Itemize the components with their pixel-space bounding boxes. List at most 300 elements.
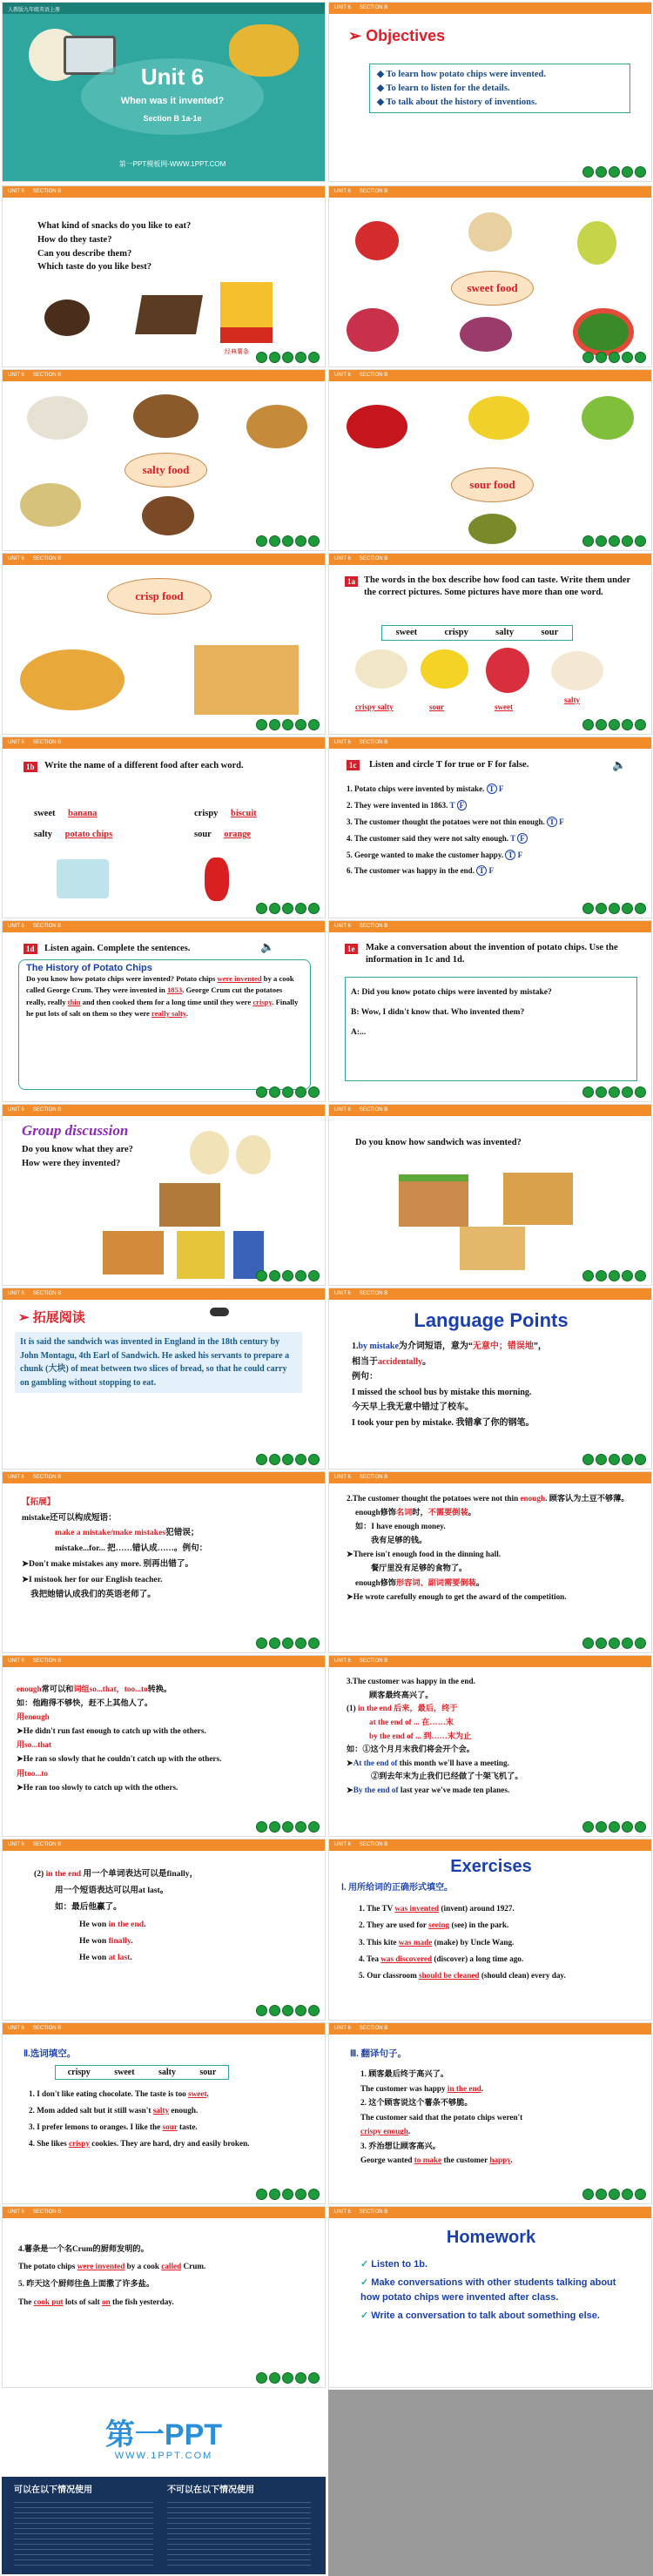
- text-span: 2.The customer thought the potatoes were not thin: [347, 1494, 519, 1503]
- point-line: He won in the end.: [79, 1919, 146, 1929]
- exercise-list: [359, 1900, 646, 1985]
- keyword: By the end of: [353, 1786, 399, 1795]
- translation-line: [18, 2257, 319, 2275]
- answer-text: on: [101, 2297, 111, 2306]
- text-span: the customer: [443, 2156, 488, 2165]
- slide-reading: [2, 1288, 326, 1470]
- unit-subtitle: When was it invented?: [120, 96, 225, 106]
- section-tag: SECTION B: [32, 924, 62, 929]
- row: [34, 828, 112, 842]
- word-box: [55, 2065, 229, 2080]
- keyword: 需要倒装: [444, 1577, 476, 1587]
- section-tag: SECTION B: [32, 1107, 62, 1113]
- slide-bar: [3, 1105, 325, 1116]
- objective-text: To talk about the history of inventions.: [386, 97, 537, 107]
- word: sour: [541, 628, 559, 637]
- unit-tag: UNIT 6: [334, 189, 351, 194]
- answer-text: were invented: [77, 2262, 125, 2271]
- group-questions: [22, 1143, 133, 1171]
- crisp-food-oval: crisp food: [107, 578, 212, 615]
- section-tag: SECTION B: [359, 924, 388, 929]
- word: salty: [158, 2068, 176, 2077]
- section-tag: SECTION B: [32, 740, 62, 745]
- section-tag: SECTION B: [32, 1658, 62, 1664]
- point-line: 如：I have enough money.: [355, 1522, 446, 1531]
- slide-bar: [3, 921, 325, 932]
- point-line: ➤At the end of this month we'll have a meeting.: [347, 1758, 509, 1767]
- question-line: Do you know what they are?: [22, 1145, 133, 1154]
- point-line: [347, 1491, 643, 1505]
- exercise-item: [359, 1967, 646, 1984]
- slide-bar: [329, 2023, 651, 2035]
- point-line: ➤He didn't run fast enough to catch up with the others.: [17, 1726, 206, 1736]
- text-span: 。: [475, 1577, 485, 1587]
- text-span: 3. This kite: [359, 1937, 397, 1947]
- point-line: [352, 1355, 639, 1370]
- homework-text: Listen to 1b.: [371, 2259, 428, 2270]
- word: sour: [194, 830, 212, 839]
- slide-salty-food: [2, 369, 326, 551]
- text-span: 用一个单词表达可以是finally，: [83, 1869, 199, 1879]
- exercise-item: [29, 2086, 316, 2102]
- nav-buttons[interactable]: [582, 166, 646, 178]
- text-span: (see) in the park.: [451, 1920, 509, 1930]
- exercise-item: [359, 1934, 646, 1951]
- slide-1e: [328, 920, 652, 1102]
- section-tag: SECTION B: [32, 2209, 62, 2215]
- nav-buttons[interactable]: [256, 1638, 320, 1649]
- course-bar: [3, 3, 325, 14]
- eggs-image: [27, 396, 88, 440]
- allowed-list: [14, 2498, 153, 2567]
- extension-line: [22, 1525, 309, 1541]
- unit-tag: UNIT 6: [334, 740, 351, 745]
- homework-text: Write a conversation to talk about something else.: [371, 2310, 600, 2322]
- tf-circle[interactable]: F: [517, 833, 528, 844]
- nav-buttons[interactable]: [256, 535, 320, 547]
- text-span: 为介词短语，意为“: [398, 1342, 473, 1351]
- point-line: He won at last.: [79, 1952, 132, 1962]
- conversation-line: B: Wow, I didn't know that. Who invented them?: [351, 1007, 525, 1017]
- text-span: He wrote carefully enough to get the award of the competition.: [353, 1591, 567, 1601]
- answer-text: cook put: [33, 2297, 64, 2306]
- nuts-image: [246, 405, 307, 448]
- tf-option[interactable]: F: [498, 784, 504, 793]
- tf-option[interactable]: T: [449, 800, 455, 810]
- slide-bar: [329, 1105, 651, 1116]
- text-span: He won: [79, 1935, 107, 1946]
- word: crispy: [194, 809, 219, 818]
- snack-questions: [37, 219, 191, 274]
- point-line: ②到去年末为止我们已经做了十架飞机了。: [371, 1772, 523, 1781]
- unit-section: Section B 1a-1e: [143, 114, 202, 123]
- exercise-item: [29, 2119, 316, 2135]
- nav-buttons[interactable]: [582, 2189, 646, 2200]
- tf-circle[interactable]: F: [457, 800, 468, 810]
- translation-line: 2. 这个顾客说这个薯条不够脆。: [360, 2098, 473, 2108]
- text-span: 修饰: [380, 1577, 396, 1587]
- text-span: Don't make mistakes any more. 别再出错了。: [29, 1558, 194, 1569]
- tf-circle[interactable]: T: [505, 850, 515, 860]
- nav-buttons[interactable]: [582, 719, 646, 730]
- slide-sandwich: [328, 1104, 652, 1286]
- unit-tag: UNIT 6: [8, 924, 24, 929]
- unit-title: Unit 6: [140, 64, 205, 90]
- candy-image: [468, 212, 512, 252]
- answer-text: was discovered: [380, 1954, 433, 1963]
- slide-bar: [329, 554, 651, 565]
- keyword: finally: [108, 1935, 131, 1946]
- text-span: 时，: [412, 1508, 428, 1517]
- tf-circle[interactable]: T: [487, 784, 497, 794]
- unit-tag: UNIT 6: [8, 740, 24, 745]
- point-line: [347, 1716, 643, 1730]
- tf-item: [347, 831, 564, 847]
- task-tag: 1b: [24, 762, 37, 772]
- unit-tag: UNIT 6: [334, 5, 351, 10]
- tf-option[interactable]: F: [517, 850, 523, 859]
- chili-image: [205, 858, 229, 901]
- sandwich-image: [159, 1183, 220, 1227]
- keyword: enough: [17, 1685, 42, 1693]
- bayberry-image: [347, 405, 407, 448]
- answer-text: should be cleaned: [419, 1971, 480, 1981]
- exercise-instruction: Ⅱ.选词填空。: [24, 2049, 77, 2059]
- slide-bar: [329, 186, 651, 198]
- answer-text: salty: [152, 2105, 170, 2115]
- text-span: The customer was happy: [360, 2083, 446, 2093]
- unit-tag: UNIT 6: [334, 1658, 351, 1664]
- slide-bar: [3, 2207, 325, 2218]
- text-span: .: [206, 2089, 209, 2098]
- point-line: 餐厅里没有足够的食物了。: [371, 1564, 468, 1573]
- unit-tag: UNIT 6: [334, 1842, 351, 1847]
- text-span: (make) by Uncle Wang.: [434, 1937, 515, 1947]
- answer-text: banana: [68, 809, 98, 818]
- text-span: ”，: [533, 1342, 547, 1351]
- point-line: 用一个短语表达可以用at last。: [55, 1886, 169, 1896]
- empty-area: [328, 2390, 653, 2576]
- task-tag: 1d: [24, 944, 37, 954]
- point-line: 如：最后他赢了。: [55, 1902, 122, 1913]
- point-line: ➤He wrote carefully enough to get the award of the competition.: [347, 1591, 567, 1601]
- slide-bar: [329, 1840, 651, 1851]
- answer-text: thin: [67, 997, 81, 1006]
- slide-enough-transform: [2, 1655, 326, 1837]
- nav-buttons[interactable]: [582, 1270, 646, 1281]
- nav-buttons[interactable]: [256, 2005, 320, 2016]
- unit-tag: UNIT 6: [334, 1291, 351, 1296]
- answer-text: 1853: [167, 985, 183, 995]
- slide-bar: [329, 1656, 651, 1667]
- point-line: I took your pen by mistake. 我错拿了你的钢笔。: [352, 1417, 535, 1428]
- nav-buttons[interactable]: [256, 1270, 320, 1281]
- translation-line: The customer was happy in the end.: [360, 2083, 483, 2093]
- extension-line: mistake还可以构成短语：: [22, 1512, 117, 1523]
- check-icon: ✓: [360, 2277, 369, 2289]
- brand-logo: 第一PPT: [104, 2418, 223, 2452]
- homework-item: [360, 2276, 630, 2305]
- salty-food-oval: salty food: [125, 453, 207, 488]
- text-span: Do you know how potato chips were invented? Potato chips: [26, 974, 216, 983]
- point-line: [347, 1576, 643, 1590]
- language-points-heading: Language Points: [414, 1309, 569, 1331]
- nav-buttons[interactable]: [582, 535, 646, 547]
- text-span: enough: [355, 1508, 380, 1517]
- text-span: 。: [468, 1508, 476, 1517]
- keyword: make a mistake/make mistakes: [55, 1528, 166, 1538]
- conversation-line: A:...: [351, 1027, 367, 1037]
- unit-tag: UNIT 6: [8, 189, 24, 194]
- fries-image: [220, 282, 273, 343]
- text-span: (should clean) every day.: [481, 1971, 566, 1981]
- answer-text: biscuit: [231, 809, 257, 818]
- exercise-item: [359, 1917, 646, 1934]
- text-span: last year we've made ten planes.: [400, 1786, 510, 1795]
- question-line: Which taste do you like best?: [37, 262, 151, 272]
- answer-text: sour: [162, 2122, 178, 2131]
- slide-title: [2, 2, 326, 182]
- unit-tag: UNIT 6: [8, 556, 24, 562]
- egg-image: [551, 651, 603, 690]
- tf-item: [347, 797, 564, 814]
- nav-buttons[interactable]: [256, 719, 320, 730]
- slide-brand: [2, 2390, 326, 2574]
- task-tag: 1c: [347, 760, 360, 770]
- translation-line: George wanted to make the customer happy.: [360, 2156, 513, 2165]
- task-tag: 1e: [345, 944, 358, 954]
- homework-heading: Homework: [446, 2228, 536, 2247]
- translation-line: crispy enough.: [360, 2127, 411, 2136]
- answer-text: crispy: [68, 2138, 90, 2148]
- slide-language-points-3: [328, 1655, 652, 1837]
- objectives-heading: ➢ Objectives: [348, 27, 446, 44]
- speaker-icon[interactable]: 🔈: [612, 758, 627, 771]
- point-line: 用too...to: [17, 1768, 48, 1778]
- history-title: The History of Potato Chips: [26, 963, 152, 973]
- answer-text: seeing: [428, 1920, 450, 1930]
- keyword: at last: [108, 1952, 131, 1962]
- chips-image: [20, 649, 125, 710]
- row: [194, 807, 257, 821]
- slide-bar: [3, 1840, 325, 1851]
- nav-buttons[interactable]: [256, 1086, 320, 1098]
- keyword: 不需要倒装: [427, 1508, 468, 1517]
- word: sweet: [34, 809, 56, 818]
- text-span: He ran so slowly that he couldn't catch up with the others.: [23, 1754, 222, 1764]
- nav-buttons[interactable]: [256, 2372, 320, 2384]
- unit-tag: UNIT 6: [8, 1658, 24, 1664]
- keyword: accidentally: [378, 1356, 423, 1367]
- word: crispy: [444, 628, 468, 637]
- section-tag: SECTION B: [32, 1842, 62, 1847]
- section-tag: SECTION B: [359, 373, 388, 378]
- answer-text: potato chips: [64, 830, 113, 839]
- question-line: What kind of snacks do you like to eat?: [37, 221, 192, 231]
- section-tag: SECTION B: [359, 1842, 388, 1847]
- waffle-image: [194, 645, 299, 715]
- point-line: 如：他跑得不够快，赶不上其他人了。: [17, 1698, 153, 1708]
- keyword: enough: [520, 1494, 546, 1503]
- tf-option[interactable]: F: [559, 817, 564, 826]
- translation-list: [18, 2240, 319, 2310]
- unit-tag: UNIT 6: [334, 2209, 351, 2215]
- slide-1c: [328, 736, 652, 918]
- nav-buttons[interactable]: [256, 352, 320, 363]
- translation-line: The customer said that the potato chips weren't: [360, 2112, 523, 2122]
- task-text: Listen and circle T for true or F for false.: [369, 760, 529, 770]
- language-point-body: [352, 1339, 639, 1430]
- question-line: Can you describe them?: [37, 248, 132, 259]
- slide-homework: [328, 2206, 652, 2388]
- nav-buttons[interactable]: [582, 1454, 646, 1465]
- nav-buttons[interactable]: [256, 1821, 320, 1833]
- keyword: in the end: [358, 1704, 392, 1713]
- sandwich-image: [399, 1174, 468, 1227]
- exercise-item: [29, 2135, 316, 2152]
- exercise-list: [29, 2086, 316, 2151]
- credit-text: 第一PPT模板网-WWW.1PPT.COM: [118, 160, 226, 168]
- extension-line: ➤I mistook her for our English teacher.: [22, 1574, 163, 1584]
- tf-item: [347, 863, 564, 879]
- answer-text: crispy: [252, 997, 273, 1006]
- text-span: 犯错误；: [165, 1528, 199, 1538]
- slide-sweet-food: [328, 185, 652, 367]
- homework-item: [360, 2257, 630, 2272]
- answer-text: orange: [224, 830, 252, 839]
- text-span: The potato chips: [18, 2262, 76, 2271]
- task-text: Listen again. Complete the sentences.: [44, 944, 191, 953]
- keyword: At the end of: [353, 1758, 398, 1767]
- tf-option[interactable]: T: [510, 833, 515, 843]
- translation-line: 1. 顾客最后终于高兴了。: [360, 2069, 449, 2078]
- objective-text: To learn how potato chips were invented.: [386, 70, 546, 79]
- exercise-item: [359, 1951, 646, 1967]
- answer-text: really salty: [151, 1008, 186, 1018]
- unit-tag: UNIT 6: [8, 1107, 24, 1113]
- text-span: 1. I don't like eating chocolate. The taste is too: [29, 2089, 186, 2098]
- answer-text: crispy enough: [360, 2127, 408, 2136]
- point-line: [34, 1866, 313, 1882]
- unit-tag: UNIT 6: [334, 556, 351, 562]
- slide-exercises-1: [328, 1839, 652, 2021]
- slide-bar: [3, 1288, 325, 1300]
- watermelon-image: [573, 308, 634, 356]
- slide-exercises-3: [328, 2022, 652, 2204]
- nav-buttons[interactable]: [256, 2189, 320, 2200]
- fish-image: [20, 483, 81, 527]
- nav-buttons[interactable]: [582, 903, 646, 914]
- answer-text: called: [161, 2262, 182, 2271]
- text-span: 3. I prefer lemons to oranges. I like the: [29, 2122, 161, 2131]
- nav-buttons[interactable]: [582, 352, 646, 363]
- speaker-icon[interactable]: 🔈: [260, 940, 275, 953]
- chocolate-image: [44, 299, 90, 336]
- section-tag: SECTION B: [32, 1291, 62, 1296]
- text-span: 1.: [352, 1342, 359, 1351]
- slide-bar: [329, 370, 651, 381]
- section-tag: SECTION B: [32, 373, 62, 378]
- point-line: 今天早上我无意中错过了校车。: [352, 1402, 474, 1412]
- grape-image: [460, 317, 512, 352]
- text-span: The: [18, 2297, 32, 2306]
- objective-text: To learn to listen for the details.: [386, 83, 510, 93]
- nav-buttons[interactable]: [582, 1821, 646, 1833]
- in-the-end-body: [34, 1866, 313, 1966]
- nav-buttons[interactable]: [582, 1086, 646, 1098]
- row: [194, 828, 251, 842]
- nav-buttons[interactable]: [256, 1454, 320, 1465]
- slide-bar: [3, 737, 325, 749]
- point-line: 顾客最终高兴了。: [369, 1690, 434, 1699]
- word-box: [381, 625, 573, 641]
- tf-text: 6. The customer was happy in the end.: [347, 866, 475, 876]
- chips-bowl-image: [355, 649, 407, 689]
- section-tag: SECTION B: [359, 1658, 388, 1664]
- unit-tag: UNIT 6: [8, 1475, 24, 1480]
- text-span: cookies. They are hard, dry and easily broken.: [91, 2138, 250, 2148]
- text-span: . 顾客认为土豆不够薄。: [545, 1494, 629, 1503]
- nav-buttons[interactable]: [256, 903, 320, 914]
- unit-tag: UNIT 6: [8, 373, 24, 378]
- slide-exercises-2: [2, 2022, 326, 2204]
- text-span: this month we'll have a meeting.: [399, 1758, 509, 1767]
- text-span: He didn't run fast enough to catch up with the others.: [23, 1726, 206, 1736]
- tf-text: 2. They were invented in 1863.: [347, 800, 448, 810]
- meat-image: [133, 394, 199, 438]
- translation-list: [360, 2067, 639, 2168]
- answer-text: sweet: [188, 2089, 207, 2098]
- unit-tag: UNIT 6: [334, 2026, 351, 2031]
- unit-tag: UNIT 6: [8, 2026, 24, 2031]
- unit-tag: UNIT 6: [334, 924, 351, 929]
- tf-text: 3. The customer thought the potatoes were not thin enough.: [347, 817, 545, 826]
- unit-tag: UNIT 6: [334, 1107, 351, 1113]
- slide-bar: [3, 186, 325, 198]
- tf-circle[interactable]: T: [476, 865, 487, 876]
- point-line: 如：①这个月月末我们将会开个会。: [347, 1745, 475, 1754]
- text-span: 1. The TV: [359, 1904, 394, 1913]
- unit-tag: UNIT 6: [334, 373, 351, 378]
- tf-text: 4. The customer said they were not salty enough.: [347, 833, 509, 843]
- slide-1b: [2, 736, 326, 918]
- section-tag: SECTION B: [359, 1107, 388, 1113]
- text-span: taste.: [179, 2122, 198, 2131]
- point-line: ➤By the end of last year we've made ten planes.: [347, 1786, 510, 1795]
- tf-option[interactable]: F: [488, 866, 494, 876]
- point-line: [17, 1682, 317, 1696]
- point-line: [347, 1702, 643, 1716]
- homework-text: Make conversations with other students talking about how potato chips were invented after class.: [360, 2277, 616, 2304]
- answer-text: salty: [564, 696, 580, 704]
- text-span: (2): [34, 1869, 44, 1879]
- section-tag: SECTION B: [32, 556, 62, 562]
- section-tag: SECTION B: [359, 740, 388, 745]
- objectives-box: [369, 64, 630, 113]
- tf-circle[interactable]: T: [547, 817, 557, 827]
- history-box: [18, 959, 311, 1090]
- homework-item: [360, 2309, 630, 2324]
- point-line: ➤He ran too slowly to catch up with the others.: [17, 1782, 178, 1792]
- text-span: enough: [355, 1577, 380, 1587]
- nav-buttons[interactable]: [582, 1638, 646, 1649]
- word: sweet: [395, 628, 418, 637]
- answer: [429, 702, 444, 714]
- answer: [564, 695, 580, 707]
- slide-group-discussion: [2, 1104, 326, 1286]
- homework-list: [360, 2257, 630, 2324]
- text-span: He ran too slowly to catch up with the others.: [23, 1782, 178, 1792]
